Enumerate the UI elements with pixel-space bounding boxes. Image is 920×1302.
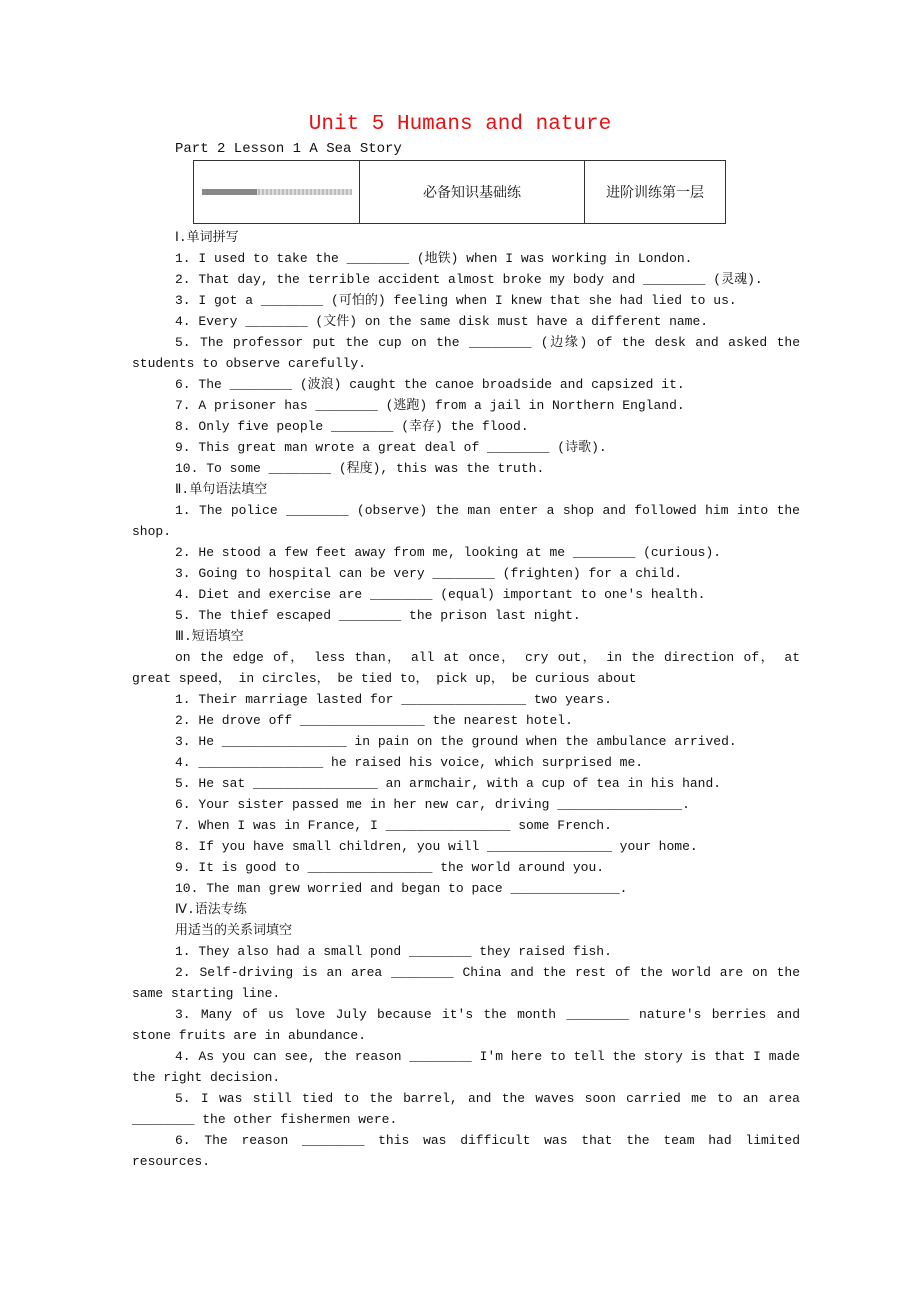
exercise-item: 3. Going to hospital can be very ________ (frighten) for a child. — [175, 566, 683, 581]
exercise-item: 9. It is good to ________________ the world around you. — [175, 860, 605, 875]
basic-practice-cell: 必备知识基础练 — [360, 161, 585, 223]
progress-image-cell — [194, 161, 360, 223]
exercise-item: 4. Diet and exercise are ________ (equal) important to one's health. — [175, 587, 706, 602]
exercise-item: 2. He drove off ________________ the nearest hotel. — [175, 713, 573, 728]
exercise-item: 6. The reason ________ this was difficult was that the team had limited resources. — [132, 1133, 800, 1169]
exercise-item: 7. A prisoner has ________ (逃跑) from a jail in Northern England. — [175, 398, 685, 413]
exercise-item: on the edge of， less than， all at once， cry out， in the direction of， at great speed， in circles， be tied to， pick up， be curious about — [132, 650, 800, 686]
section-subheading: 用适当的关系词填空 — [175, 923, 293, 938]
exercise-body — [132, 227, 800, 1172]
exercise-item: 1. I used to take the ________ (地铁) when I was working in London. — [175, 251, 693, 266]
lesson-subtitle: Part 2 Lesson 1 A Sea Story — [175, 141, 402, 157]
exercise-item: 5. The thief escaped ________ the prison last night. — [175, 608, 581, 623]
exercise-item: 5. The professor put the cup on the ________ (边缘) of the desk and asked the students to observe carefully. — [132, 335, 800, 371]
exercise-item: 3. He ________________ in pain on the ground when the ambulance arrived. — [175, 734, 737, 749]
header-table — [193, 160, 726, 224]
advanced-practice-cell: 进阶训练第一层 — [606, 185, 704, 201]
exercise-item: 2. He stood a few feet away from me, looking at me ________ (curious). — [175, 545, 722, 560]
exercise-item: 5. He sat ________________ an armchair, with a cup of tea in his hand. — [175, 776, 722, 791]
exercise-item: 4. As you can see, the reason ________ I'm here to tell the story is that I made the right decision. — [132, 1049, 800, 1085]
section-heading: Ⅳ.语法专练 — [175, 902, 247, 917]
exercise-item: 1. The police ________ (observe) the man enter a shop and followed him into the shop. — [132, 503, 800, 539]
exercise-item: 5. I was still tied to the barrel, and the waves soon carried me to an area ________ the other fishermen were. — [132, 1091, 800, 1127]
exercise-item: 10. The man grew worried and began to pace ______________. — [175, 881, 628, 896]
exercise-item: 7. When I was in France, I ________________ some French. — [175, 818, 612, 833]
exercise-item: 10. To some ________ (程度), this was the truth. — [175, 461, 545, 476]
exercise-item: 2. Self-driving is an area ________ China and the rest of the world are on the same starting line. — [132, 965, 800, 1001]
exercise-item: 4. Every ________ (文件) on the same disk must have a different name. — [175, 314, 709, 329]
exercise-item: 4. ________________ he raised his voice, which surprised me. — [175, 755, 644, 770]
page-title: Unit 5 Humans and nature — [308, 113, 612, 136]
exercise-item: 8. Only five people ________ (幸存) the flood. — [175, 419, 529, 434]
exercise-item: 1. They also had a small pond ________ they raised fish. — [175, 944, 612, 959]
section-heading: Ⅲ.短语填空 — [175, 629, 244, 644]
exercise-item: 3. Many of us love July because it's the month ________ nature's berries and stone fruits are in abundance. — [132, 1007, 800, 1043]
progress-bar-image — [202, 189, 352, 195]
exercise-item: 8. If you have small children, you will ________________ your home. — [175, 839, 698, 854]
exercise-item: 9. This great man wrote a great deal of ________ (诗歌). — [175, 440, 607, 455]
section-heading: Ⅰ.单词拼写 — [175, 230, 239, 245]
exercise-item: 6. The ________ (波浪) caught the canoe broadside and capsized it. — [175, 377, 685, 392]
exercise-item: 2. That day, the terrible accident almost broke my body and ________ (灵魂). — [175, 272, 763, 287]
exercise-item: 6. Your sister passed me in her new car, driving ________________. — [175, 797, 690, 812]
section-heading: Ⅱ.单句语法填空 — [175, 482, 268, 497]
exercise-item: 1. Their marriage lasted for ________________ two years. — [175, 692, 612, 707]
exercise-item: 3. I got a ________ (可怕的) feeling when I knew that she had lied to us. — [175, 293, 737, 308]
